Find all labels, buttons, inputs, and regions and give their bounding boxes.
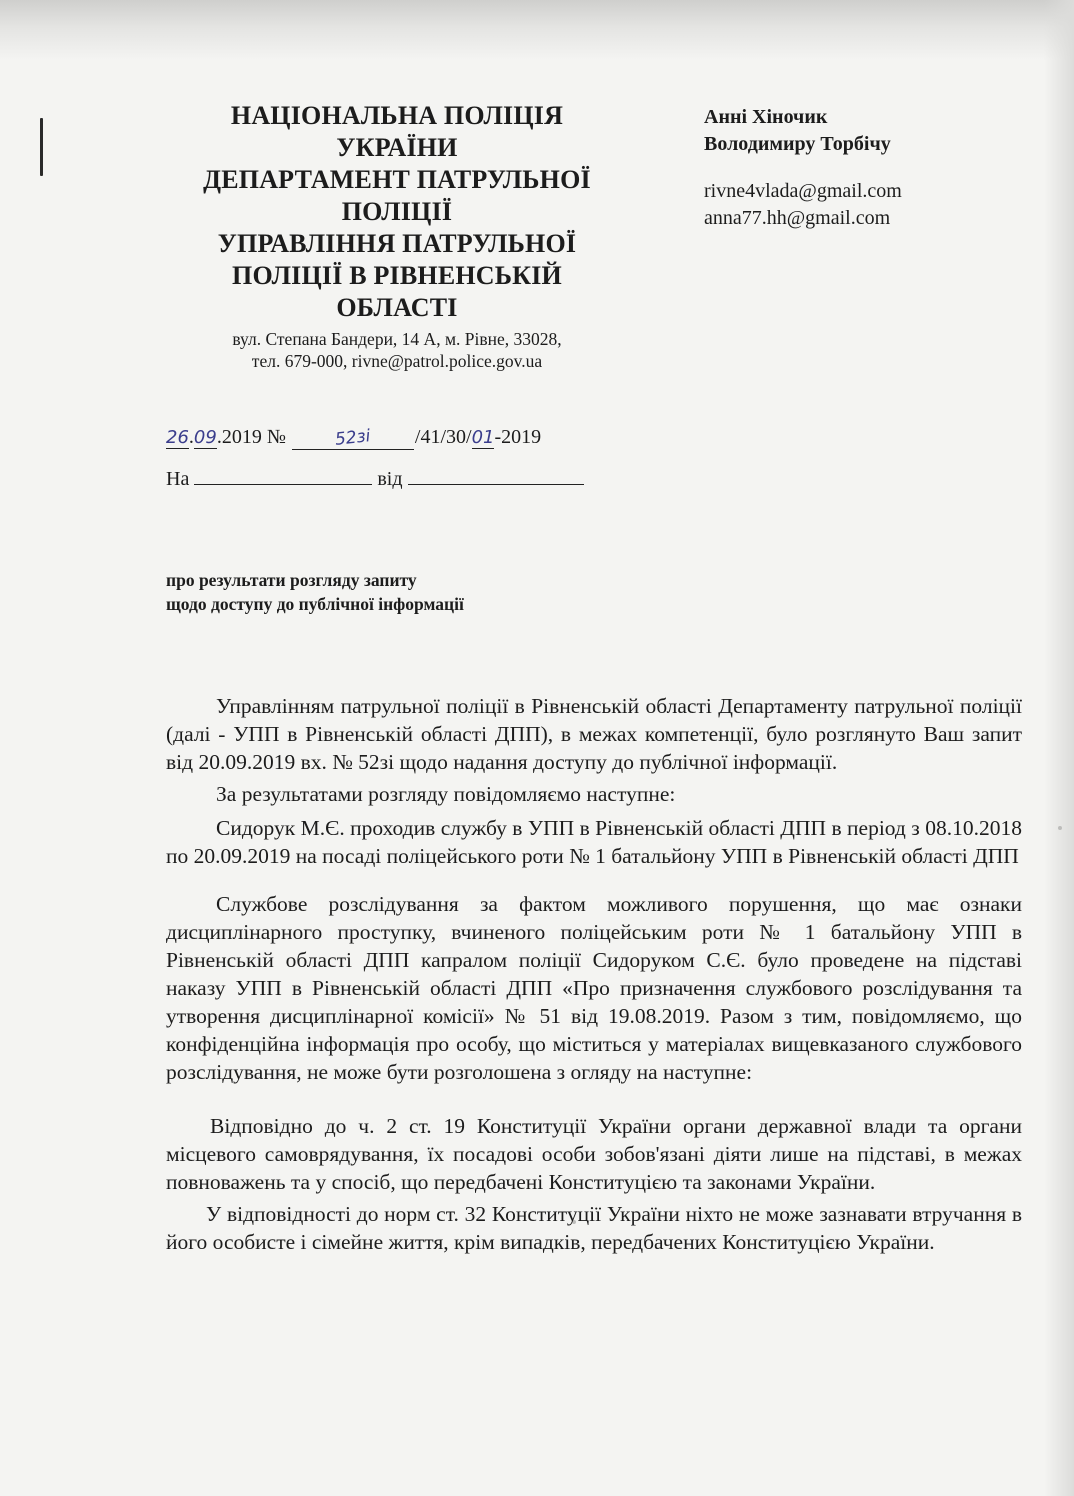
scan-speck [1058,826,1062,830]
body-paragraph: За результатами розгляду повідомляємо наступне: [216,782,676,806]
letterhead-line: НАЦІОНАЛЬНА ПОЛІЦІЯ [230,101,564,130]
letterhead [150,100,644,372]
reference-year: .2019 № [216,426,286,448]
reference-code-suffix: -2019 [494,426,542,448]
on-blank [194,466,372,485]
addressee-email: anna77.hh@gmail.com [704,207,891,229]
reference-number-field [292,426,414,450]
letterhead-line: УКРАЇНИ [336,133,458,162]
handwritten-day: 26 [166,427,189,448]
letterhead-line: ОБЛАСТІ [336,293,458,322]
outgoing-reference: 26.09.2019 № 52зі /41/30/01-2019 [166,426,542,450]
incoming-reference [166,466,584,492]
addressee-name: Володимиру Торбічу [704,133,891,155]
letterhead-address: вул. Степана Бандери, 14 А, м. Рівне, 33028, [232,329,562,349]
subject-line: про результати розгляду запиту [166,570,417,590]
subject-line: щодо доступу до публічної інформації [166,594,464,614]
reference-code-prefix: /41/30/ [414,426,472,448]
body-paragraph: У відповідності до норм ст. 32 Конституції України ніхто не може зазнавати втручання в його особисте і сімейне життя, крім випадків, передбачених Конституцією України. [166,1202,1022,1254]
addressee-name: Анні Хіночик [704,106,828,128]
letterhead-line: УПРАВЛІННЯ ПАТРУЛЬНОЇ [217,229,577,258]
letter-body [166,692,1022,1256]
from-blank [408,466,584,485]
body-paragraph: Відповідно до ч. 2 ст. 19 Конституції України органи державної влади та органи місцевого самоврядування, їх посадові особи зобов'язані діяти лише на підставі, в межах повноважень та у спосіб, що передбачені Конституцією та законами України. [166,1114,1022,1194]
letterhead-line: ДЕПАРТАМЕНТ ПАТРУЛЬНОЇ [203,165,591,194]
body-paragraph: Службове розслідування за фактом можливого порушення, що має ознаки дисциплінарного проступку, вчиненого поліцейським роти № 1 батальйону УПП в Рівненській області ДПП капралом поліції Сидоруком С.Є. було проведене на підставі наказу УПП в Рівненській області ДПП «Про призначення службового розслідування та утворення дисциплінарної комісії» № 51 від 19.08.2019. Разом з тим, повідомляємо, що конфіденційна інформація про особу, що міститься у матеріалах вищевказаного службового розслідування, не може бути розголошена з огляду на наступне: [166,892,1022,1084]
handwritten-month: 09 [193,427,217,448]
subject-block [166,568,626,616]
letterhead-line: ПОЛІЦІЇ В РІВНЕНСЬКІЙ [232,261,562,290]
handwritten-code: 01 [471,427,495,448]
scan-shadow-right [1044,0,1074,1496]
body-paragraph: Сидорук М.Є. проходив службу в УПП в Рівненській області ДПП в період з 08.10.2018 по 20.09.2019 на посаді поліцейського роти № 1 батальйону УПП в Рівненській області ДПП [166,816,1022,868]
addressee-emails [704,178,1034,232]
on-label: На [166,468,190,490]
from-label: від [377,468,403,490]
addressee-block [704,104,1034,232]
addressee-email: rivne4vlada@gmail.com [704,180,902,202]
letterhead-line: ПОЛІЦІЇ [341,197,453,226]
body-paragraph: Управлінням патрульної поліції в Рівненській області Департаменту патрульної поліції (далі - УПП в Рівненській області ДПП), в межах компетенції, було розглянуто Ваш запит від 20.09.2019 вх. № 52зі щодо надання доступу до публічної інформації. [166,694,1022,774]
handwritten-number: 52зі [334,426,372,450]
scan-shadow-top [0,0,1074,60]
margin-pen-mark [40,118,43,176]
letterhead-contacts: тел. 679-000, rivne@patrol.police.gov.ua [251,351,543,371]
